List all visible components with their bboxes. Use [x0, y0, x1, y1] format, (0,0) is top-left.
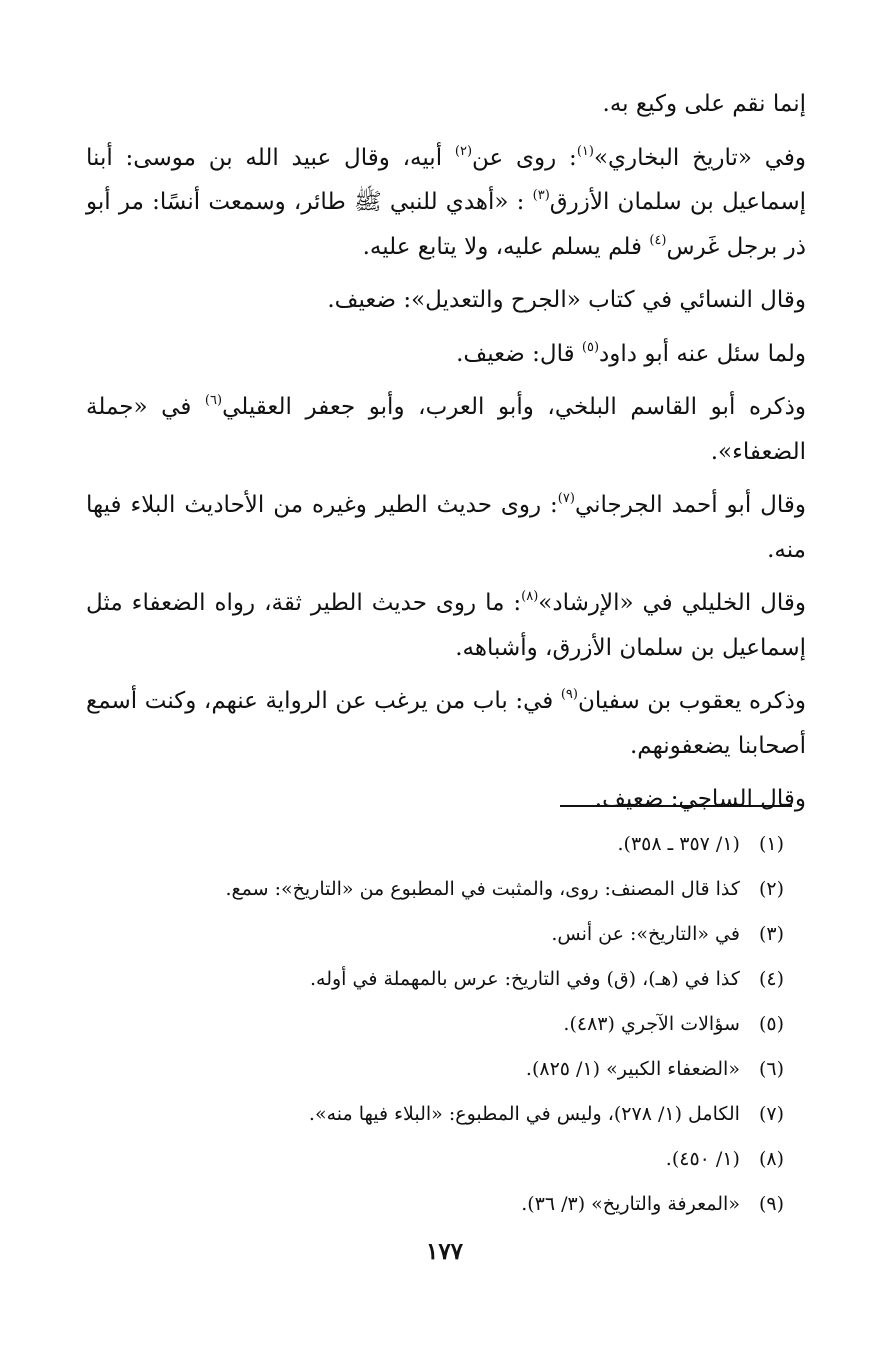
footnote-text: في «التاريخ»: عن أنس.: [551, 923, 740, 945]
footnote-ref[interactable]: (١): [576, 143, 594, 159]
footnote-item: [90, 1137, 784, 1182]
paragraph: وفي «تاريخ البخاري»$^{(١)}$: روى عن$^{(٢)}$ أبيه، وقال عبيد الله بن موسى: أبنا إسماعيل بن سلمان الأزرق$^{(٣)}$ : «أهدي للنبي ﷺ طائر، وسمعت أنسًا: مر أبو ذر برجل غَرس$^{(٤)}$ فلم يسلم عليه، ولا يتابع عليه.: [86, 143, 807, 260]
footnote-item: [90, 1047, 784, 1092]
footnote-item: [90, 822, 784, 867]
footnote-item: [90, 867, 784, 912]
footnote-number: (٩): [758, 1193, 784, 1215]
footnote-number: (٧): [758, 1103, 784, 1125]
footnote-ref[interactable]: (٦): [204, 393, 223, 408]
paragraph: إنما نقم على وكيع به.: [602, 91, 806, 117]
paragraph: ولما سئل عنه أبو داود$^{(٥)}$ قال: ضعيف.: [456, 339, 806, 367]
footnote-item: [90, 1182, 784, 1227]
footnote-ref[interactable]: (٤): [649, 232, 667, 248]
main-text: [86, 82, 806, 831]
paragraph: وذكره أبو القاسم البلخي، وأبو العرب، وأبو جعفر العقيلي$^{(٦)}$ في «جملة الضعفاء».: [86, 393, 806, 465]
footnote-item: [90, 1092, 784, 1137]
footnote-ref[interactable]: (٧): [557, 491, 575, 506]
footnotes: [90, 822, 784, 1227]
page-number: ١٧٧: [425, 1238, 464, 1265]
footnote-item: [90, 1002, 784, 1047]
footnote-text: كذا في (هـ)، (ق) وفي التاريخ: عرس بالمهملة في أوله.: [309, 968, 740, 990]
footnote-text: «الضعفاء الكبير» (١/ ٨٢٥).: [525, 1058, 740, 1080]
paragraph: وقال النسائي في كتاب «الجرح والتعديل»: ضعيف.: [327, 287, 806, 313]
footnote-ref[interactable]: (٥): [581, 339, 600, 355]
footnote-number: (٤): [758, 968, 784, 990]
footnote-text: كذا قال المصنف: روى، والمثبت في المطبوع من «التاريخ»: سمع.: [225, 878, 740, 900]
footnote-item: [90, 957, 784, 1002]
paragraph: وقال الساجي: ضعيف.: [594, 786, 806, 812]
footnote-number: (٥): [758, 1013, 784, 1035]
footnote-number: (٢): [758, 878, 784, 900]
footnote-text: الكامل (١/ ٢٧٨)، وليس في المطبوع: «البلاء فيها منه».: [308, 1103, 740, 1125]
paragraph: وقال أبو أحمد الجرجاني$^{(٧)}$: روى حديث الطير وغيره من الأحاديث البلاء فيها منه.: [86, 491, 807, 563]
footnote-text: (١/ ٣٥٧ ـ ٣٥٨).: [617, 833, 740, 855]
footnote-text: سؤالات الآجري (٤٨٣).: [563, 1013, 740, 1035]
footnote-ref[interactable]: (٢): [454, 143, 473, 159]
footnote-number: (٣): [758, 923, 784, 945]
footnote-number: (٦): [758, 1058, 784, 1080]
footnote-ref[interactable]: (٣): [532, 188, 550, 203]
footnote-number: (٨): [758, 1148, 784, 1170]
footnote-ref[interactable]: (٨): [521, 589, 539, 604]
footnote-text: «المعرفة والتاريخ» (٣/ ٣٦).: [521, 1193, 740, 1215]
footnote-ref[interactable]: (٩): [560, 687, 578, 702]
footnote-separator: [560, 805, 792, 807]
footnote-text: (١/ ٤٥٠).: [665, 1148, 740, 1170]
paragraph: وذكره يعقوب بن سفيان$^{(٩)}$ في: باب من يرغب عن الرواية عنهم، وكنت أسمع أصحابنا يضعفونهم.: [86, 687, 806, 759]
paragraph: وقال الخليلي في «الإرشاد»$^{(٨)}$: ما روى حديث الطير ثقة، رواه الضعفاء مثل إسماعيل بن سلمان الأزرق، وأشباهه.: [86, 589, 806, 661]
footnote-item: [90, 912, 784, 957]
footnote-number: (١): [758, 833, 784, 855]
